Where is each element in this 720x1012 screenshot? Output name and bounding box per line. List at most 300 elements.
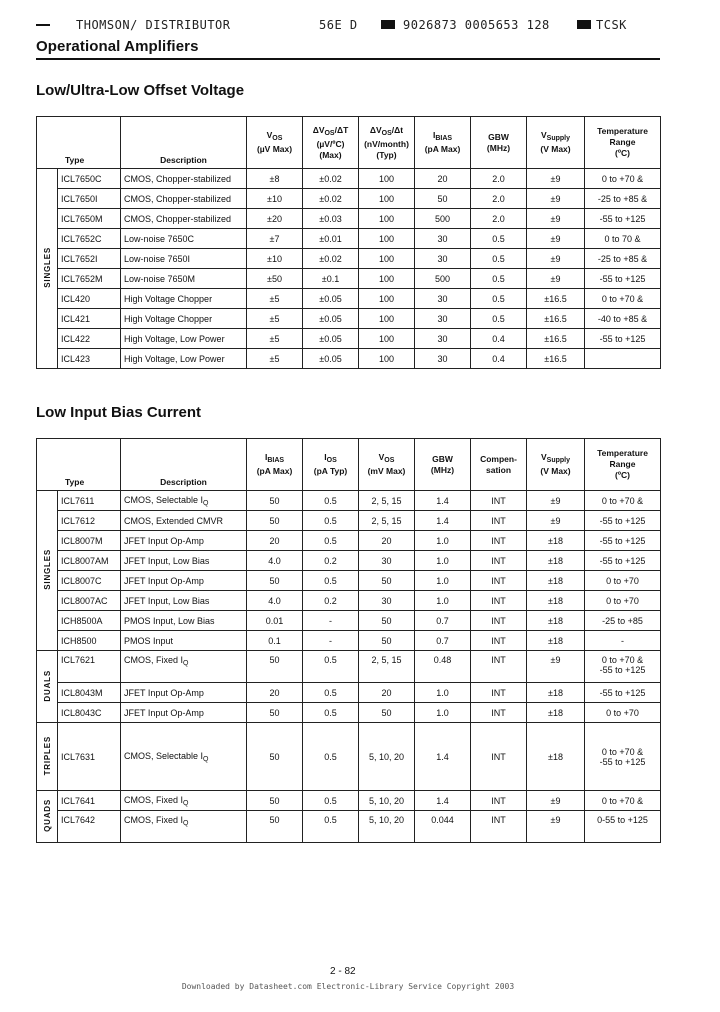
description-text: CMOS, Fixed I <box>124 794 184 805</box>
cell-temp <box>585 631 661 651</box>
cell-ibias: 20 <box>415 169 471 189</box>
cell-ios: - <box>303 611 359 631</box>
cell-ibias: 50 <box>247 791 303 811</box>
cell-vos: ±5 <box>247 289 303 309</box>
cell-ibias: 30 <box>415 229 471 249</box>
cell-ibias: 500 <box>415 269 471 289</box>
cell-type: ICL7612 <box>58 511 121 531</box>
cell-ios: 0.5 <box>303 571 359 591</box>
table-row <box>37 491 661 511</box>
cell-temp: -25 to +85 & <box>585 249 661 269</box>
cell-vs: ±16.5 <box>527 289 585 309</box>
cell-type: ICL7621 <box>58 651 121 683</box>
table-row <box>37 289 661 309</box>
temp-range: 0 to +70 <box>606 595 639 606</box>
cell-ibias: 0.1 <box>247 631 303 651</box>
table-row <box>37 269 661 289</box>
cell-gbw: 1.4 <box>415 511 471 531</box>
description-subscript: Q <box>183 660 189 667</box>
temp-range: -55 to +125 <box>599 555 646 566</box>
cell-vos: ±7 <box>247 229 303 249</box>
cell-gbw: 0.044 <box>415 811 471 843</box>
cell-dvost: 100 <box>359 209 415 229</box>
cell-vos: 5, 10, 20 <box>359 811 415 843</box>
table-row <box>37 249 661 269</box>
table-header-row <box>37 439 661 491</box>
table-row <box>37 169 661 189</box>
cell-description: CMOS, Chopper-stabilized <box>121 189 247 209</box>
cell-description <box>121 651 247 683</box>
page-number: 2 - 82 <box>330 966 356 977</box>
cell-ios: 0.5 <box>303 491 359 511</box>
description-text: PMOS Input, Low Bias <box>124 615 215 626</box>
table-row <box>37 611 661 631</box>
cell-comp: INT <box>471 511 527 531</box>
cell-vos: ±5 <box>247 309 303 329</box>
cell-dvost: 100 <box>359 309 415 329</box>
cell-temp <box>585 571 661 591</box>
cell-type: ICL8007M <box>58 531 121 551</box>
scan-header <box>36 18 660 32</box>
cell-vs: ±18 <box>527 703 585 723</box>
cell-vs: ±18 <box>527 571 585 591</box>
cell-type: ICL7631 <box>58 723 121 791</box>
cell-temp: -55 to +125 <box>585 209 661 229</box>
cell-description: Low-noise 7650M <box>121 269 247 289</box>
cell-ios: 0.5 <box>303 683 359 703</box>
temp-range: 0 to +70 & <box>601 495 644 506</box>
cell-temp <box>585 723 661 791</box>
cell-ios: 0.5 <box>303 811 359 843</box>
cell-description <box>121 611 247 631</box>
cell-comp: INT <box>471 791 527 811</box>
cell-ios: 0.5 <box>303 791 359 811</box>
cell-temp <box>585 491 661 511</box>
cell-type: ICL7650I <box>58 189 121 209</box>
cell-vs: ±16.5 <box>527 329 585 349</box>
cell-temp: 0 to +70 & <box>585 169 661 189</box>
cell-ibias: 4.0 <box>247 551 303 571</box>
temp-range-2: -55 to +125 <box>599 665 646 675</box>
col-description: Description <box>121 117 247 169</box>
cell-description: CMOS, Chopper-stabilized <box>121 209 247 229</box>
cell-gbw: 1.0 <box>415 591 471 611</box>
cell-temp <box>585 651 661 683</box>
cell-description <box>121 683 247 703</box>
col-dvos-dt: $\Delta V_{OS}/\Delta T$ (µV/ºC) (Max) <box>303 117 359 169</box>
col-vsupply: $V_{Supply}$ (V Max) <box>527 439 585 491</box>
cell-vos: ±10 <box>247 189 303 209</box>
cell-description <box>121 723 247 791</box>
description-text: CMOS, Selectable I <box>124 494 204 505</box>
header-block-mark <box>577 20 591 29</box>
cell-type: ICL8007C <box>58 571 121 591</box>
header-dash <box>36 24 50 26</box>
cell-description: Low-noise 7650I <box>121 249 247 269</box>
cell-vos: ±5 <box>247 329 303 349</box>
cell-temp <box>585 791 661 811</box>
cell-vos: ±5 <box>247 349 303 369</box>
cell-comp: INT <box>471 651 527 683</box>
cell-description: Low-noise 7650C <box>121 229 247 249</box>
cell-comp: INT <box>471 491 527 511</box>
cell-gbw: 2.0 <box>471 209 527 229</box>
cell-dvost: 100 <box>359 189 415 209</box>
cell-gbw: 1.4 <box>415 723 471 791</box>
table-row <box>37 511 661 531</box>
col-temperature: Temperature Range (ºC) <box>585 439 661 491</box>
cell-vs: ±18 <box>527 631 585 651</box>
cell-ibias: 20 <box>247 531 303 551</box>
cell-gbw: 1.0 <box>415 551 471 571</box>
cell-dvos: ±0.05 <box>303 349 359 369</box>
cell-type: ICL8007AC <box>58 591 121 611</box>
cell-comp: INT <box>471 531 527 551</box>
cell-comp: INT <box>471 723 527 791</box>
cell-dvos: ±0.05 <box>303 309 359 329</box>
cell-vs: ±9 <box>527 209 585 229</box>
cell-vs: ±18 <box>527 611 585 631</box>
col-description: Description <box>121 439 247 491</box>
cell-gbw: 0.7 <box>415 631 471 651</box>
cell-type: ICL8043M <box>58 683 121 703</box>
bias-current-table <box>36 438 661 843</box>
header-block-mark <box>381 20 395 29</box>
cell-comp: INT <box>471 551 527 571</box>
cell-description <box>121 491 247 511</box>
temp-range: 0-55 to +125 <box>597 815 648 825</box>
cell-dvos: ±0.05 <box>303 289 359 309</box>
cell-vs: ±9 <box>527 189 585 209</box>
cell-description <box>121 571 247 591</box>
temp-range: 0 to +70 <box>606 707 639 718</box>
col-type: Type <box>37 439 121 491</box>
cell-temp: -40 to +85 & <box>585 309 661 329</box>
col-vos: $V_{OS}$ (µV Max) <box>247 117 303 169</box>
cell-ibias: 30 <box>415 329 471 349</box>
description-text: CMOS, Fixed I <box>124 655 184 665</box>
cell-ibias: 50 <box>247 703 303 723</box>
cell-dvost: 100 <box>359 249 415 269</box>
download-notice: Downloaded by Datasheet.com Electronic-Library Service Copyright 2003 <box>181 982 515 991</box>
cell-ibias: 50 <box>247 811 303 843</box>
cell-type: ICL421 <box>58 309 121 329</box>
cell-ibias: 30 <box>415 349 471 369</box>
cell-comp: INT <box>471 703 527 723</box>
cell-gbw: 1.0 <box>415 531 471 551</box>
cell-type: ICL420 <box>58 289 121 309</box>
col-ios: $I_{OS}$ (pA Typ) <box>303 439 359 491</box>
table-row <box>37 209 661 229</box>
cell-vs: ±9 <box>527 491 585 511</box>
offset-voltage-table <box>36 116 661 369</box>
cell-vs: ±9 <box>527 651 585 683</box>
cell-vos: 5, 10, 20 <box>359 791 415 811</box>
table-row <box>37 229 661 249</box>
table-row <box>37 631 661 651</box>
group-quads <box>37 791 58 843</box>
table-row <box>37 189 661 209</box>
table-row <box>37 571 661 591</box>
cell-vos: ±10 <box>247 249 303 269</box>
table-header-row <box>37 117 661 169</box>
description-text: CMOS, Extended CMVR <box>124 515 224 526</box>
cell-description: High Voltage, Low Power <box>121 349 247 369</box>
cell-vs: ±9 <box>527 269 585 289</box>
cell-vs: ±16.5 <box>527 309 585 329</box>
table-row <box>37 329 661 349</box>
table-row <box>37 723 661 791</box>
temp-range: -55 to +125 <box>599 515 646 526</box>
cell-ios: 0.5 <box>303 531 359 551</box>
cell-temp <box>585 683 661 703</box>
cell-dvost: 100 <box>359 269 415 289</box>
cell-vs: ±9 <box>527 249 585 269</box>
cell-vos: 50 <box>359 571 415 591</box>
cell-vos: 5, 10, 20 <box>359 723 415 791</box>
cell-vos: 30 <box>359 551 415 571</box>
cell-temp <box>585 349 661 369</box>
cell-gbw: 0.48 <box>415 651 471 683</box>
col-temperature: Temperature Range (ºC) <box>585 117 661 169</box>
col-ibias: $I_{BIAS}$ (pA Max) <box>415 117 471 169</box>
cell-description <box>121 791 247 811</box>
col-gbw: GBW (MHz) <box>471 117 527 169</box>
cell-ibias: 30 <box>415 249 471 269</box>
cell-gbw: 0.5 <box>471 309 527 329</box>
cell-description <box>121 551 247 571</box>
description-subscript: Q <box>203 499 209 507</box>
cell-vos: ±20 <box>247 209 303 229</box>
group-duals <box>37 651 58 723</box>
cell-vos: 20 <box>359 683 415 703</box>
cell-vs: ±9 <box>527 791 585 811</box>
description-text: JFET Input, Low Bias <box>124 595 210 606</box>
description-text: CMOS, Fixed I <box>124 815 184 825</box>
cell-dvost: 100 <box>359 349 415 369</box>
cell-vos: 50 <box>359 631 415 651</box>
cell-description: High Voltage Chopper <box>121 309 247 329</box>
cell-vs: ±9 <box>527 811 585 843</box>
cell-vos: 50 <box>359 703 415 723</box>
cell-vs: ±9 <box>527 511 585 531</box>
cell-ibias: 500 <box>415 209 471 229</box>
cell-comp: INT <box>471 683 527 703</box>
description-subscript: Q <box>183 799 189 807</box>
description-subscript: Q <box>203 755 209 763</box>
temp-range: -55 to +125 <box>599 535 646 546</box>
cell-ibias: 30 <box>415 289 471 309</box>
cell-gbw: 0.5 <box>471 289 527 309</box>
cell-vos: ±50 <box>247 269 303 289</box>
table-row <box>37 811 661 843</box>
cell-description <box>121 811 247 843</box>
cell-gbw: 1.0 <box>415 683 471 703</box>
cell-description: High Voltage, Low Power <box>121 329 247 349</box>
cell-vs: ±18 <box>527 531 585 551</box>
cell-temp: -55 to +125 <box>585 269 661 289</box>
cell-dvos: ±0.03 <box>303 209 359 229</box>
cell-gbw: 1.0 <box>415 571 471 591</box>
cell-ibias: 30 <box>415 309 471 329</box>
cell-comp: INT <box>471 611 527 631</box>
cell-dvos: ±0.02 <box>303 249 359 269</box>
group-singles <box>37 169 58 369</box>
cell-type: ICL422 <box>58 329 121 349</box>
cell-vs: ±18 <box>527 551 585 571</box>
cell-comp: INT <box>471 591 527 611</box>
cell-type: ICL7652M <box>58 269 121 289</box>
cell-ios: 0.2 <box>303 591 359 611</box>
temp-range: 0 to +70 <box>606 575 639 586</box>
col-vos: $V_{OS}$ (mV Max) <box>359 439 415 491</box>
cell-type: ICL7641 <box>58 791 121 811</box>
cell-temp <box>585 611 661 631</box>
cell-dvos: ±0.1 <box>303 269 359 289</box>
description-text: PMOS Input <box>124 635 174 646</box>
cell-description <box>121 531 247 551</box>
cell-type: ICL7642 <box>58 811 121 843</box>
cell-temp: 0 to 70 & <box>585 229 661 249</box>
cell-gbw: 2.0 <box>471 169 527 189</box>
table-row <box>37 591 661 611</box>
description-text: CMOS, Selectable I <box>124 750 204 761</box>
cell-dvost: 100 <box>359 169 415 189</box>
cell-vos: 20 <box>359 531 415 551</box>
col-dvos-dtime: $\Delta V_{OS}/\Delta t$ (nV/month) (Typ) <box>359 117 415 169</box>
cell-type: ICL423 <box>58 349 121 369</box>
table-row <box>37 531 661 551</box>
cell-temp <box>585 531 661 551</box>
cell-dvos: ±0.05 <box>303 329 359 349</box>
cell-dvos: ±0.02 <box>303 189 359 209</box>
section2-title: Low Input Bias Current <box>36 404 201 421</box>
cell-gbw: 1.4 <box>415 791 471 811</box>
cell-type: ICL8043C <box>58 703 121 723</box>
section1-title: Low/Ultra-Low Offset Voltage <box>36 82 245 99</box>
cell-ios: 0.5 <box>303 651 359 683</box>
cell-ibias: 50 <box>247 511 303 531</box>
cell-ibias: 0.01 <box>247 611 303 631</box>
cell-temp <box>585 703 661 723</box>
table-row <box>37 683 661 703</box>
cell-comp: INT <box>471 631 527 651</box>
cell-gbw: 0.7 <box>415 611 471 631</box>
header-right-code: TCSK <box>596 18 627 32</box>
cell-temp <box>585 591 661 611</box>
cell-description <box>121 631 247 651</box>
temp-range: 0 to +70 & <box>601 795 644 806</box>
group-singles <box>37 491 58 651</box>
table-row <box>37 703 661 723</box>
cell-type: ICL7650C <box>58 169 121 189</box>
header-distributor: THOMSON/ DISTRIBUTOR <box>76 18 231 32</box>
cell-dvost: 100 <box>359 289 415 309</box>
cell-comp: INT <box>471 571 527 591</box>
description-text: JFET Input Op-Amp <box>124 535 204 546</box>
cell-type: ICH8500A <box>58 611 121 631</box>
cell-gbw: 0.5 <box>471 269 527 289</box>
temp-range: 0 to +70 & <box>601 655 644 665</box>
cell-dvos: ±0.01 <box>303 229 359 249</box>
cell-description <box>121 591 247 611</box>
cell-type: ICL7652C <box>58 229 121 249</box>
cell-ibias: 20 <box>247 683 303 703</box>
table-row <box>37 349 661 369</box>
group-triples <box>37 723 58 791</box>
table-row <box>37 551 661 571</box>
cell-vos: ±8 <box>247 169 303 189</box>
cell-vs: ±18 <box>527 683 585 703</box>
cell-vos: 2, 5, 15 <box>359 511 415 531</box>
cell-type: ICH8500 <box>58 631 121 651</box>
table-row <box>37 309 661 329</box>
cell-vs: ±18 <box>527 591 585 611</box>
cell-temp: -55 to +125 <box>585 329 661 349</box>
header-mid-code: 56E D <box>319 18 358 32</box>
cell-description: CMOS, Chopper-stabilized <box>121 169 247 189</box>
description-text: JFET Input Op-Amp <box>124 575 204 586</box>
cell-description <box>121 511 247 531</box>
cell-gbw: 1.4 <box>415 491 471 511</box>
cell-ios: 0.2 <box>303 551 359 571</box>
col-ibias: $I_{BIAS}$ (pA Max) <box>247 439 303 491</box>
cell-vs: ±16.5 <box>527 349 585 369</box>
cell-vos: 2, 5, 15 <box>359 491 415 511</box>
cell-temp: -25 to +85 & <box>585 189 661 209</box>
group-singles-label: SINGLES <box>42 247 52 288</box>
cell-type: ICL7652I <box>58 249 121 269</box>
description-text: JFET Input Op-Amp <box>124 707 204 718</box>
cell-vos: 2, 5, 15 <box>359 651 415 683</box>
cell-gbw: 0.5 <box>471 229 527 249</box>
cell-temp <box>585 551 661 571</box>
cell-gbw: 0.5 <box>471 249 527 269</box>
group-quads-label: QUADS <box>42 799 52 832</box>
cell-vs: ±18 <box>527 723 585 791</box>
cell-ios: 0.5 <box>303 703 359 723</box>
cell-temp <box>585 811 661 843</box>
cell-type: ICL8007AM <box>58 551 121 571</box>
col-gbw: GBW (MHz) <box>415 439 471 491</box>
group-triples-label: TRIPLES <box>42 735 52 776</box>
cell-ibias: 50 <box>247 571 303 591</box>
cell-vs: ±9 <box>527 169 585 189</box>
cell-ibias: 4.0 <box>247 591 303 611</box>
cell-type: ICL7650M <box>58 209 121 229</box>
cell-ibias: 50 <box>415 189 471 209</box>
cell-dvos: ±0.02 <box>303 169 359 189</box>
page-title: Operational Amplifiers <box>36 38 199 55</box>
temp-range: -25 to +85 <box>602 615 643 626</box>
temp-range: -55 to +125 <box>599 687 646 698</box>
cell-gbw: 0.4 <box>471 349 527 369</box>
cell-gbw: 0.4 <box>471 329 527 349</box>
cell-description <box>121 703 247 723</box>
cell-vos: 50 <box>359 611 415 631</box>
cell-ibias: 50 <box>247 491 303 511</box>
group-duals-label: DUALS <box>42 669 52 702</box>
cell-ios: 0.5 <box>303 723 359 791</box>
temp-range: 0 to +70 & <box>601 746 644 757</box>
table-row <box>37 651 661 683</box>
col-vsupply: $V_{Supply}$ (V Max) <box>527 117 585 169</box>
cell-gbw: 2.0 <box>471 189 527 209</box>
temp-range-2: -55 to +125 <box>599 756 646 767</box>
cell-temp: 0 to +70 & <box>585 289 661 309</box>
cell-dvost: 100 <box>359 229 415 249</box>
col-compensation: Compen- sation <box>471 439 527 491</box>
